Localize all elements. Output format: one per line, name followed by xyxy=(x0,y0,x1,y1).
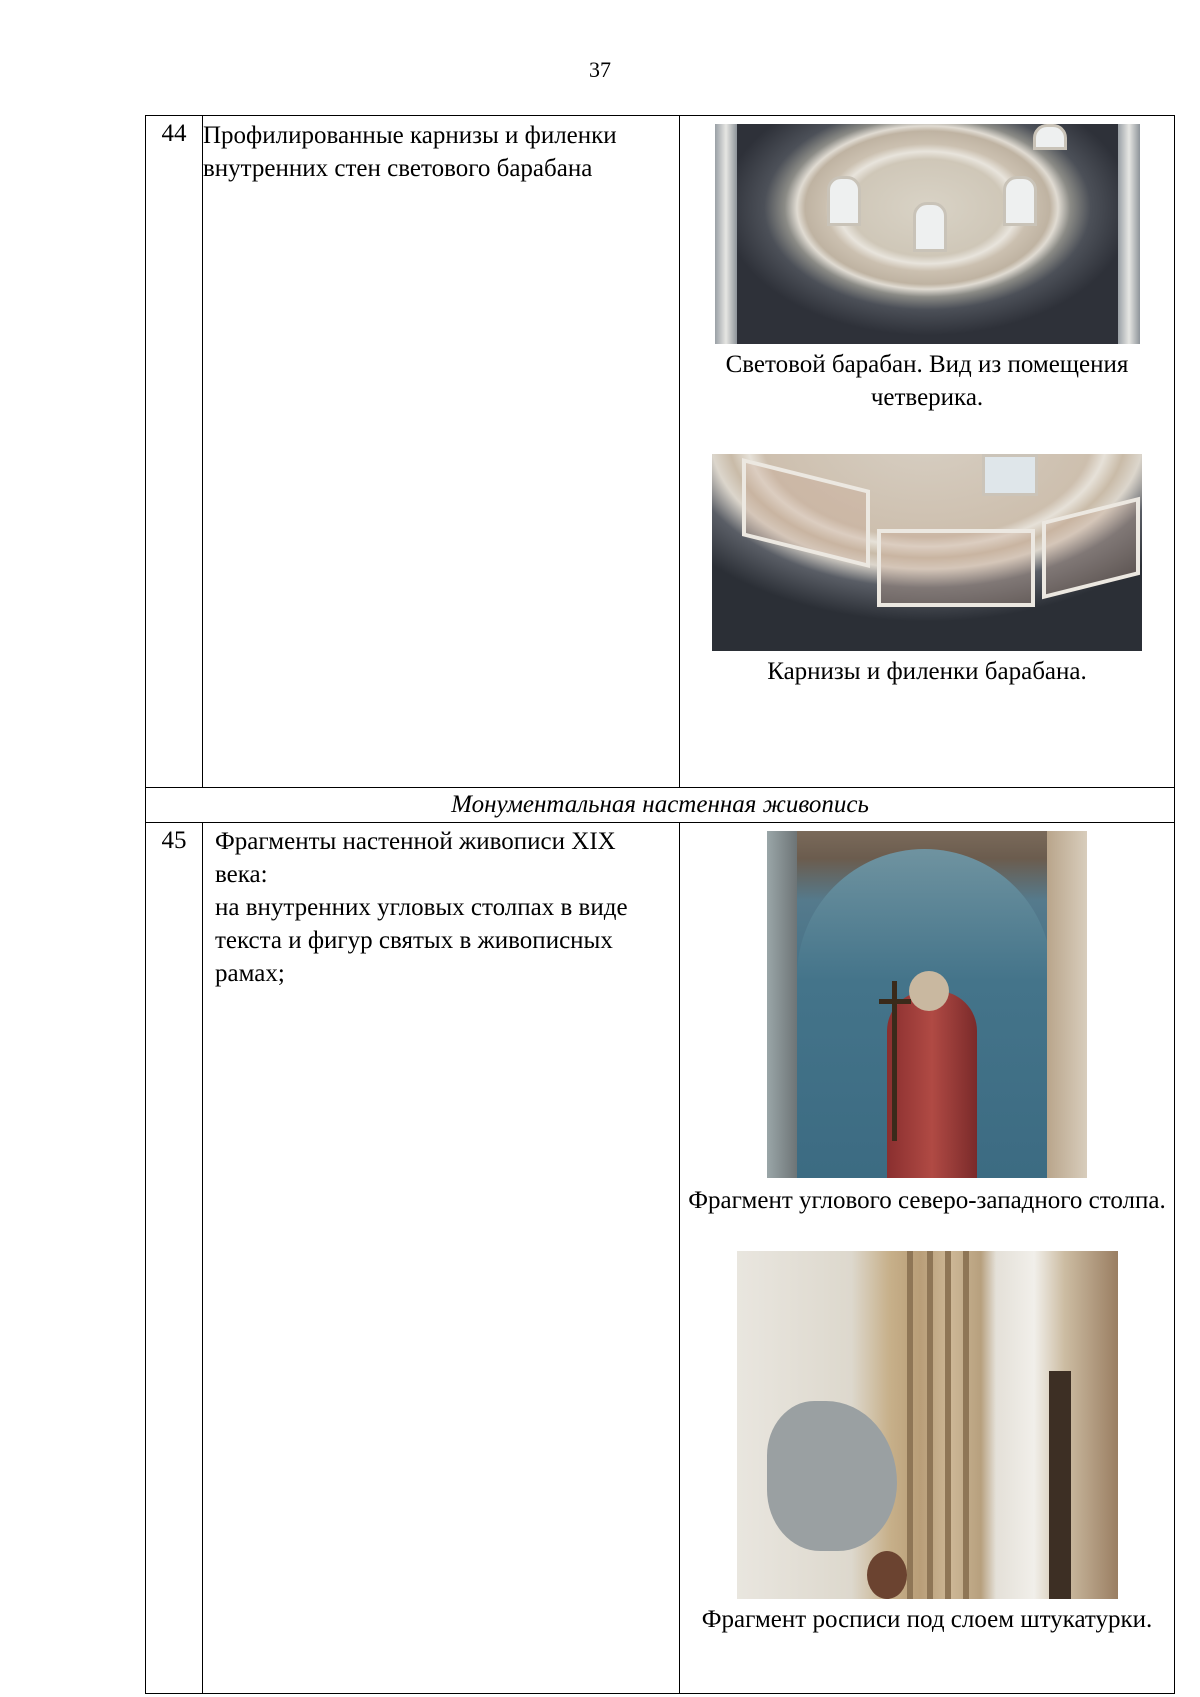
element-description xyxy=(203,823,680,1694)
cornice-panels-photo xyxy=(712,454,1142,651)
section-heading-row xyxy=(146,788,1175,823)
row-number: 44 xyxy=(146,116,203,788)
description-line: Фрагменты настенной живописи XIX века: xyxy=(215,828,616,888)
monument-elements-table xyxy=(145,115,1175,1694)
table-row-44 xyxy=(146,116,1175,788)
table-row-45 xyxy=(146,823,1175,1694)
description-line: на внутренних угловых столпах в виде текста и фигур святых в живописных рамах; xyxy=(215,894,628,987)
photo-caption: Световой барабан. Вид из помещения четверика. xyxy=(725,351,1129,411)
dome-drum-photo xyxy=(715,124,1140,344)
page-number: 37 xyxy=(589,57,611,82)
plaster-painting-photo xyxy=(737,1251,1118,1599)
section-heading: Монументальная настенная живопись xyxy=(146,788,1175,823)
photo-caption: Фрагмент углового северо-западного столпа. xyxy=(688,1187,1166,1214)
photo-caption: Фрагмент росписи под слоем штукатурки. xyxy=(701,1606,1153,1633)
saint-fresco-photo xyxy=(767,831,1087,1178)
photo-cell xyxy=(680,116,1175,788)
photo-cell xyxy=(680,823,1175,1694)
row-number: 45 xyxy=(146,823,203,1694)
element-description: Профилированные карнизы и филенки внутренних стен светового барабана xyxy=(203,116,680,788)
photo-caption: Карнизы и филенки барабана. xyxy=(767,658,1087,685)
